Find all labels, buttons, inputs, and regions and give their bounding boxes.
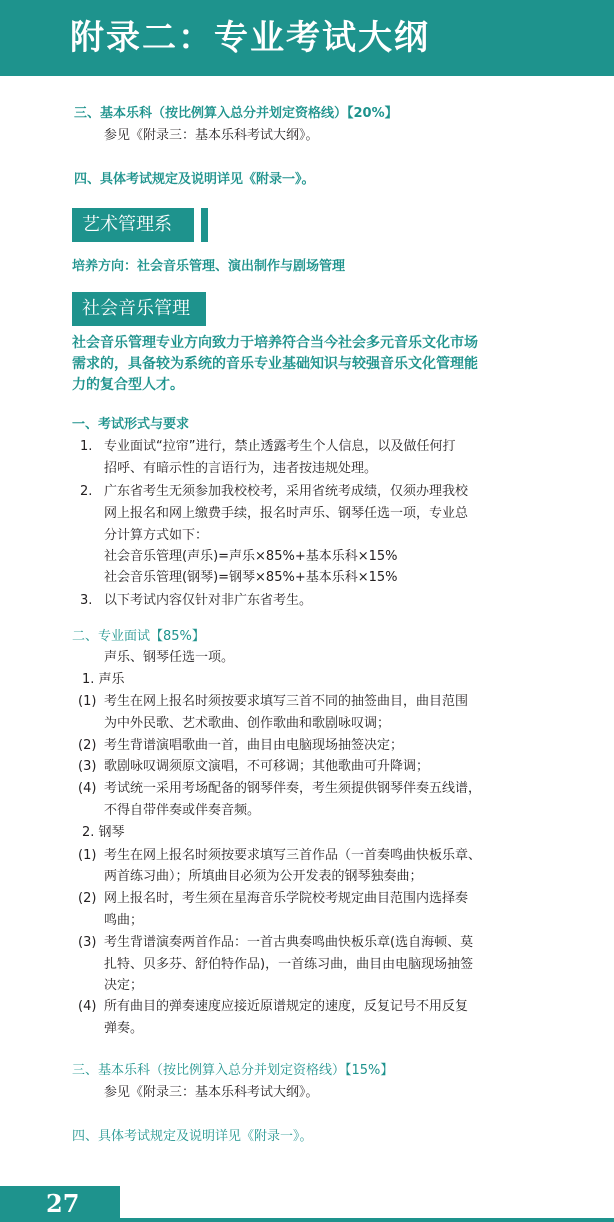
- piano-item-1-line: 两首练习曲）；所填曲目必须为公开发表的钢琴独奏曲；: [104, 869, 423, 884]
- section-3-text-bottom: 参见《附录三：基本乐科考试大纲》。: [104, 1085, 319, 1100]
- s1-item-2-line: 分计算方式如下：: [104, 528, 209, 543]
- section-1-title: 一、考试形式与要求: [72, 417, 190, 432]
- piano-item-3-line: 考生背谱演奏两首作品：一首古典奏鸣曲快板乐章(选自海顿、莫: [104, 935, 474, 950]
- vocal-item-4-line: 考试统一采用考场配备的钢琴伴奏，考生须提供钢琴伴奏五线谱，: [104, 781, 482, 796]
- s1-item-1-num: 1.: [80, 439, 93, 454]
- vocal-item-3-line: 歌剧咏叹调须原文演唱，不可移调；其他歌曲可升降调；: [104, 759, 430, 774]
- piano-item-4-line: 弹奏。: [104, 1021, 144, 1036]
- piano-item-2-num: (2): [78, 891, 97, 906]
- s1-item-1-line: 招呼、有暗示性的言语行为，违者按违规处理。: [104, 461, 378, 476]
- major-box: [72, 292, 206, 326]
- section-3-text-top: 参见《附录三：基本乐科考试大纲》。: [104, 128, 319, 143]
- vocal-item-1-line: 为中外民歌、艺术歌曲、创作歌曲和歌剧咏叹调；: [104, 716, 391, 731]
- major-intro-line-1: 社会音乐管理专业方向致力于培养符合当今社会多元音乐文化市场: [72, 335, 478, 351]
- major-name: 社会音乐管理: [82, 298, 190, 319]
- piano-item-1-line: 考生在网上报名时须按要求填写三首作品（一首奏鸣曲快板乐章、: [104, 848, 482, 863]
- s1-item-1-line: 专业面试“拉帘”进行，禁止透露考生个人信息，以及做任何打: [104, 439, 456, 454]
- piano-item-3-line: 决定；: [104, 978, 144, 993]
- department-box: [72, 208, 194, 242]
- s1-item-3-num: 3.: [80, 593, 93, 608]
- major-intro-line-3: 力的复合型人才。: [72, 377, 184, 393]
- formula-vocal: 社会音乐管理(声乐)=声乐×85%+基本乐科×15%: [104, 549, 398, 564]
- section-3-title-bottom: 三、基本乐科（按比例算入总分并划定资格线）【15%】: [72, 1063, 394, 1078]
- piano-item-1-num: (1): [78, 848, 97, 863]
- vocal-item-3-num: (3): [78, 759, 97, 774]
- vocal-item-1-line: 考生在网上报名时须按要求填写三首不同的抽签曲目，曲目范围: [104, 694, 469, 709]
- piano-item-4-line: 所有曲目的弹奏速度应接近原谱规定的速度，反复记号不用反复: [104, 999, 469, 1014]
- section-3-title-top: 三、基本乐科（按比例算入总分并划定资格线）【20%】: [74, 106, 398, 121]
- piano-item-2-line: 鸣曲；: [104, 913, 144, 928]
- vocal-item-4-num: (4): [78, 781, 97, 796]
- piano-item-3-num: (3): [78, 935, 97, 950]
- vocal-item-1-num: (1): [78, 694, 97, 709]
- piano-item-3-line: 扎特、贝多芬、舒伯特作品)，一首练习曲，曲目由电脑现场抽签: [104, 957, 474, 972]
- section-4-title-top: 四、具体考试规定及说明详见《附录一》。: [74, 172, 315, 187]
- footer-line: [120, 1218, 614, 1222]
- vocal-item-4-line: 不得自带伴奏或伴奏音频。: [104, 803, 261, 818]
- page-number: 27: [46, 1189, 80, 1218]
- vocal-item-2-line: 考生背谱演唱歌曲一首，曲目由电脑现场抽签决定；: [104, 738, 404, 753]
- piano-item-2-line: 网上报名时，考生须在星海音乐学院校考规定曲目范围内选择奏: [104, 891, 469, 906]
- formula-piano: 社会音乐管理(钢琴)=钢琴×85%+基本乐科×15%: [104, 570, 398, 585]
- page-title: 附录二：专业考试大纲: [70, 18, 430, 58]
- s1-item-2-line: 广东省考生无须参加我校校考，采用省统考成绩，仅须办理我校: [104, 484, 469, 499]
- section-4-title-bottom: 四、具体考试规定及说明详见《附录一》。: [72, 1129, 313, 1144]
- piano-item-4-num: (4): [78, 999, 97, 1014]
- s1-item-2-num: 2.: [80, 484, 93, 499]
- department-box-bar: [201, 208, 208, 242]
- department-name: 艺术管理系: [82, 214, 172, 235]
- piano-heading: 2. 钢琴: [82, 825, 125, 840]
- major-intro-line-2: 需求的，具备较为系统的音乐专业基础知识与较强音乐文化管理能: [72, 356, 478, 372]
- section-2-note: 声乐、钢琴任选一项。: [104, 650, 235, 665]
- vocal-item-2-num: (2): [78, 738, 97, 753]
- s1-item-3-line: 以下考试内容仅针对非广东省考生。: [104, 593, 313, 608]
- training-direction: 培养方向：社会音乐管理、演出制作与剧场管理: [72, 259, 346, 274]
- s1-item-2-line: 网上报名和网上缴费手续，报名时声乐、钢琴任选一项，专业总: [104, 506, 469, 521]
- section-2-title: 二、专业面试【85%】: [72, 629, 205, 644]
- vocal-heading: 1. 声乐: [82, 672, 125, 687]
